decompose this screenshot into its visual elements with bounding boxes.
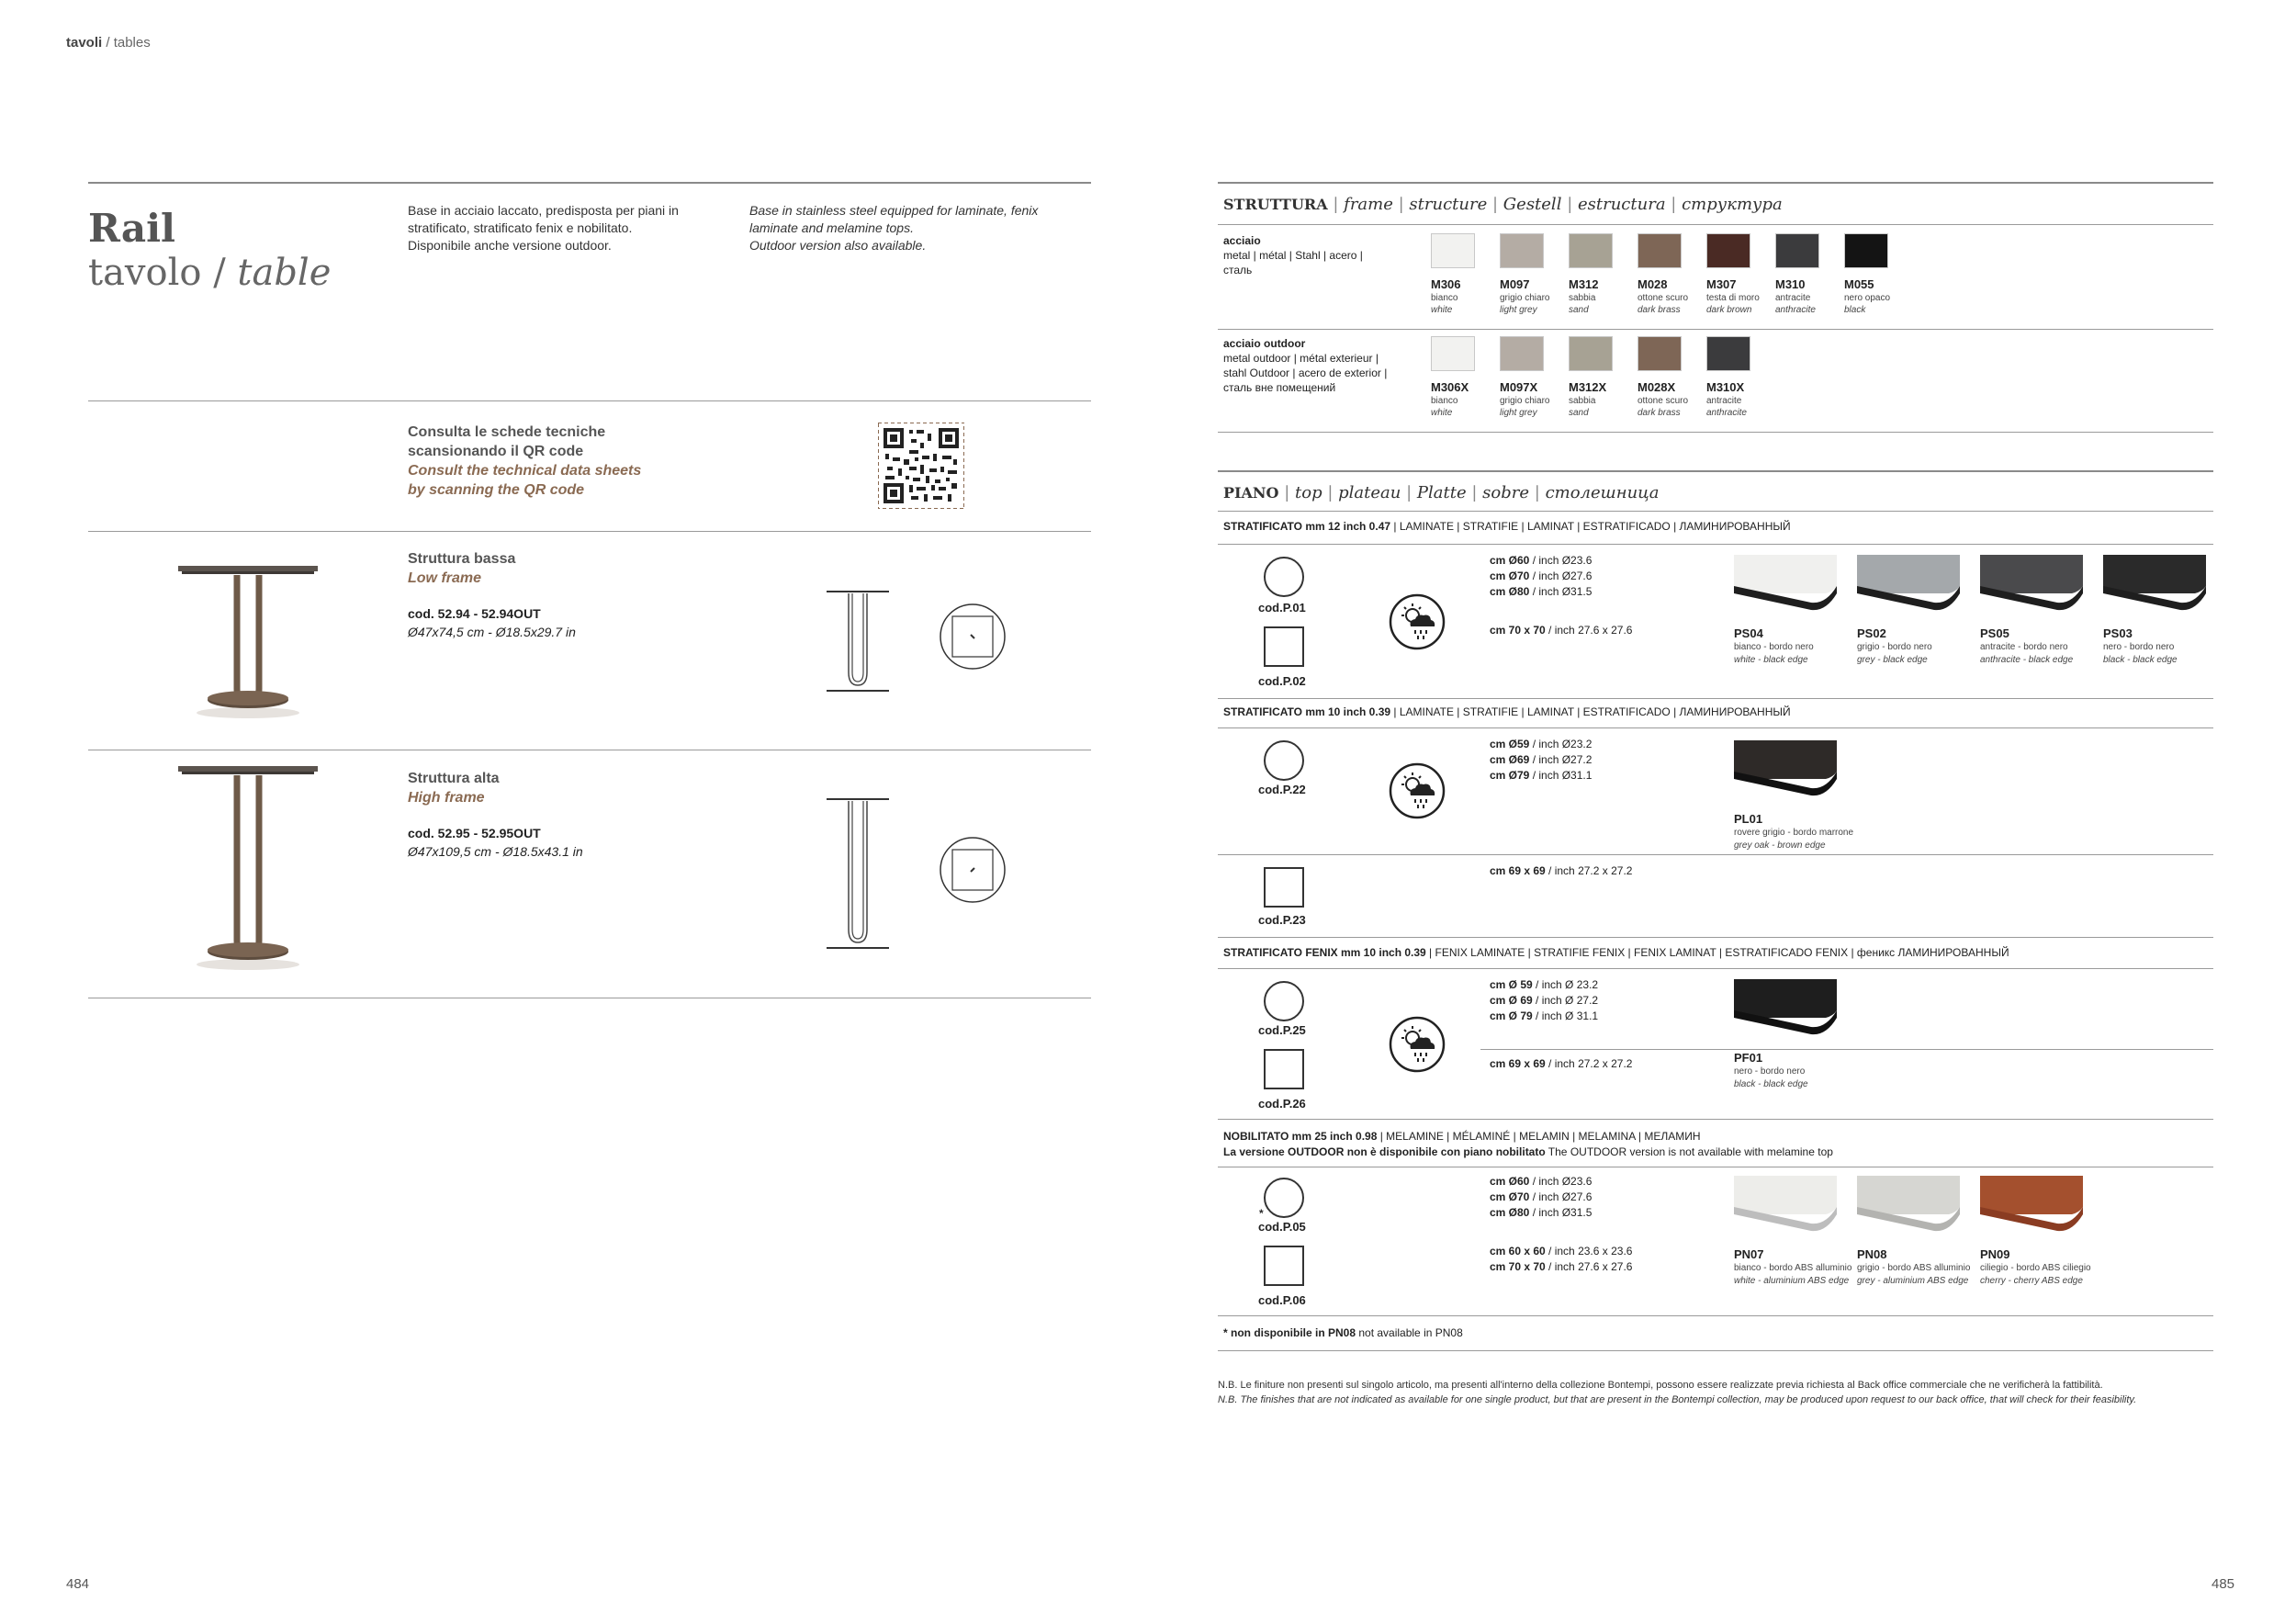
finish-name (1500, 292, 1549, 316)
footnote (1223, 1326, 1463, 1339)
outdoor-label-block (1223, 336, 1387, 395)
finish-name-it: antracite (1775, 293, 1811, 303)
dim-cm: cm 69 x 69 (1490, 864, 1546, 877)
piano-heading-fr: plateau (1338, 483, 1401, 502)
finish-name (1706, 292, 1760, 316)
finish-name-en: anthracite (1706, 408, 1747, 418)
dim-cm: cm Ø69 (1490, 753, 1530, 766)
outdoor-weather-icon (1389, 593, 1446, 650)
qr-text-line: Consulta le schede tecniche (408, 424, 606, 440)
top-finish-swatch[interactable] (1980, 1176, 2083, 1233)
top-finish-name (1734, 827, 1853, 852)
top-finish-code: PN07 (1734, 1247, 1764, 1261)
section-title: STRATIFICATO FENIX mm 10 inch 0.39 (1223, 946, 1426, 959)
finish-code: M312 (1569, 277, 1599, 291)
top-finish-name-en: anthracite - black edge (1980, 655, 2074, 665)
dim-inch: / inch 27.2 x 27.2 (1545, 864, 1633, 877)
top-finish-name-it: rovere grigio - bordo marrone (1734, 828, 1854, 838)
low-frame-title: Struttura bassa (408, 551, 516, 567)
top-finish-swatch[interactable] (2103, 555, 2206, 612)
piano-heading-ru: столешница (1545, 483, 1660, 502)
dim-cm: cm Ø60 (1490, 554, 1530, 567)
top-finish-code: PL01 (1734, 812, 1763, 826)
finish-name (1638, 292, 1688, 316)
finish-swatch[interactable] (1706, 336, 1750, 371)
acciaio-label: acciaio (1223, 234, 1261, 247)
square-top-icon (1264, 867, 1304, 908)
finish-name-en: white (1431, 305, 1453, 315)
round-top-icon (1264, 981, 1304, 1021)
top-finish-name-en: white - aluminium ABS edge (1734, 1276, 1850, 1286)
dim-cm: cm Ø80 (1490, 585, 1530, 598)
low-frame-plan-drawing (939, 603, 1007, 671)
code-label: cod.P.01 (1258, 601, 1306, 615)
divider (88, 400, 1091, 401)
round-top-icon (1264, 557, 1304, 597)
section-langs: | LAMINATE | STRATIFIE | LAMINAT | ESTRATIFICADO | ЛАМИНИРОВАННЫЙ (1390, 705, 1791, 718)
dim-inch: / inch Ø27.2 (1529, 753, 1593, 766)
finish-name-it: sabbia (1569, 396, 1596, 406)
divider (1218, 224, 2213, 225)
finish-name-it: nero opaco (1844, 293, 1891, 303)
finish-name-en: anthracite (1775, 305, 1816, 315)
heading-de: Gestell (1503, 195, 1562, 214)
divider (1218, 1350, 2213, 1351)
dim-inch: / inch 27.6 x 27.6 (1545, 624, 1633, 637)
finish-swatch[interactable] (1500, 336, 1544, 371)
finish-name-en: dark brass (1638, 408, 1681, 418)
finish-name-it: grigio chiaro (1500, 396, 1550, 406)
square-top-icon (1264, 626, 1304, 667)
product-subtitle (88, 252, 331, 294)
dim-inch: / inch Ø27.6 (1529, 570, 1593, 582)
top-finish-code: PN08 (1857, 1247, 1887, 1261)
top-finish-swatch[interactable] (1734, 979, 1837, 1036)
piano-heading: PIANO | top | plateau | Platte | sobre | столешница (1223, 483, 1660, 502)
top-finish-name (1980, 641, 2073, 667)
finish-name (1706, 395, 1747, 419)
piano-heading-en: top (1295, 483, 1322, 502)
breadcrumb-main: tavoli (66, 35, 103, 51)
divider (1218, 968, 2213, 969)
finish-name-en: dark brown (1706, 305, 1752, 315)
square-top-icon (1264, 1049, 1304, 1089)
dim-cm: cm 60 x 60 (1490, 1245, 1546, 1257)
code-label: cod.P.02 (1258, 674, 1306, 688)
code-label: cod.P.06 (1258, 1293, 1306, 1307)
finish-swatch[interactable] (1431, 233, 1475, 268)
finish-name-it: antracite (1706, 396, 1742, 406)
finish-swatch[interactable] (1500, 233, 1544, 268)
section-stratificato-10-heading (1223, 705, 1791, 718)
qr-instructions (408, 423, 641, 500)
dim-cm: cm Ø59 (1490, 738, 1530, 750)
piano-heading-es: sobre (1482, 483, 1530, 502)
divider-piano-top (1218, 470, 2213, 472)
finish-code: M307 (1706, 277, 1737, 291)
top-finish-name-en: grey - aluminium ABS edge (1857, 1276, 1969, 1286)
footnote-bold: * non disponibile in PN08 (1223, 1326, 1356, 1339)
top-finish-name (1734, 1262, 1851, 1288)
low-frame-code: cod. 52.94 - 52.94OUT (408, 606, 541, 621)
dim-inch: / inch Ø31.5 (1529, 585, 1593, 598)
heading-fr: structure (1409, 195, 1488, 214)
finish-name-en: light grey (1500, 408, 1537, 418)
dims-square (1490, 623, 1632, 638)
divider (88, 531, 1091, 532)
square-top-icon (1264, 1246, 1304, 1286)
finish-name-it: bianco (1431, 293, 1458, 303)
finish-name-en: black (1844, 305, 1866, 315)
dims-square (1490, 1056, 1632, 1072)
finish-swatch[interactable] (1638, 336, 1682, 371)
section-langs: | FENIX LAMINATE | STRATIFIE FENIX | FENIX LAMINAT | ESTRATIFICADO FENIX | феникс ЛАМИНИРОВАННЫЙ (1425, 946, 2009, 959)
dims-round (1490, 553, 1592, 600)
dim-cm: cm Ø79 (1490, 769, 1530, 782)
dim-cm: cm Ø 69 (1490, 994, 1533, 1007)
dims-square (1490, 863, 1632, 879)
round-top-icon (1264, 1178, 1304, 1218)
dim-cm: cm Ø 79 (1490, 1009, 1533, 1022)
finish-swatch[interactable] (1844, 233, 1888, 268)
dim-inch: / inch Ø23.2 (1529, 738, 1593, 750)
code-label: cod.P.22 (1258, 783, 1306, 796)
note-en: The OUTDOOR version is not available with melamine top (1545, 1145, 1833, 1158)
section-nobilitato-note (1223, 1145, 1833, 1158)
dim-inch: / inch 23.6 x 23.6 (1545, 1245, 1633, 1257)
product-subtitle-it: tavolo / (88, 252, 238, 294)
top-finish-name-en: white - black edge (1734, 655, 1808, 665)
top-finish-code: PS04 (1734, 626, 1763, 640)
finish-code: M055 (1844, 277, 1874, 291)
divider (1218, 854, 2213, 855)
top-finish-name-it: grigio - bordo nero (1857, 642, 1932, 652)
structure-heading: STRUTTURA | frame | structure | Gestell | estructura | структура (1223, 195, 1783, 214)
top-finish-code: PF01 (1734, 1051, 1763, 1065)
high-frame-title-en: High frame (408, 790, 485, 806)
divider (1218, 544, 2213, 545)
acciaio-label-block (1223, 233, 1363, 277)
top-finish-name-it: bianco - bordo nero (1734, 642, 1814, 652)
dim-inch: / inch 27.6 x 27.6 (1545, 1260, 1633, 1273)
round-top-icon (1264, 740, 1304, 781)
divider (1218, 937, 2213, 938)
dim-cm: cm 70 x 70 (1490, 1260, 1546, 1273)
divider (1218, 698, 2213, 699)
desc-en-line: Base in stainless steel equipped for laminate, fenix (749, 203, 1039, 218)
code-label: cod.P.05 (1258, 1220, 1306, 1234)
acciaio-langs: metal | métal | Stahl | acero | (1223, 249, 1363, 262)
high-frame-elevation-drawing (825, 795, 891, 953)
dim-cm: cm 69 x 69 (1490, 1057, 1546, 1070)
heading-es: estructura (1577, 195, 1666, 214)
desc-en-line: Outdoor version also available. (749, 238, 927, 253)
top-finish-name-it: nero - bordo nero (2103, 642, 2175, 652)
top-finish-name (1857, 641, 1932, 667)
nb-note (1218, 1378, 2219, 1407)
outdoor-weather-icon (1389, 762, 1446, 819)
divider (1218, 1119, 2213, 1120)
section-fenix-heading (1223, 946, 2009, 959)
top-finish-swatch[interactable] (1857, 1176, 1960, 1233)
divider (1218, 1315, 2213, 1316)
finish-name (1500, 395, 1549, 419)
asterisk-mark: * (1259, 1207, 1264, 1220)
finish-name-it: ottone scuro (1638, 396, 1689, 406)
finish-swatch[interactable] (1431, 336, 1475, 371)
finish-code: M312X (1569, 380, 1607, 394)
outdoor-langs: metal outdoor | métal exterieur | (1223, 352, 1379, 365)
finish-name-en: sand (1569, 305, 1589, 315)
low-frame-elevation-drawing (825, 588, 891, 698)
finish-name (1569, 292, 1595, 316)
top-finish-name-it: antracite - bordo nero (1980, 642, 2068, 652)
dim-inch: / inch Ø 23.2 (1532, 978, 1599, 991)
top-finish-name-it: ciliegio - bordo ABS ciliegio (1980, 1263, 2091, 1273)
high-frame-product-photo (171, 761, 327, 972)
desc-it-line: Base in acciaio laccato, predisposta per piani in (408, 203, 679, 218)
section-langs: | MELAMINE | MÉLAMINÉ | MELAMIN | MELAMINA | МЕЛАМИН (1377, 1130, 1701, 1143)
finish-code: M310X (1706, 380, 1745, 394)
top-finish-code: PS02 (1857, 626, 1886, 640)
finish-code: M306X (1431, 380, 1469, 394)
divider-top-left (88, 182, 1091, 184)
finish-swatch[interactable] (1569, 336, 1613, 371)
finish-name-it: bianco (1431, 396, 1458, 406)
dim-cm: cm Ø60 (1490, 1175, 1530, 1188)
dim-inch: / inch Ø 31.1 (1532, 1009, 1599, 1022)
footnote-rest: not available in PN08 (1356, 1326, 1463, 1339)
finish-name (1569, 395, 1595, 419)
qr-text-en-line: Consult the technical data sheets (408, 463, 642, 479)
top-finish-name-en: grey oak - brown edge (1734, 840, 1826, 851)
divider (1218, 727, 2213, 728)
dim-inch: / inch Ø23.6 (1529, 554, 1593, 567)
page-number-right: 485 (2212, 1576, 2235, 1592)
nb-en: N.B. The finishes that are not indicated as available for one single product, but that are present in the Bontempi collection, may be produced upon request to our back office, that will check for their feasibility. (1218, 1394, 2137, 1405)
outdoor-label: acciaio outdoor (1223, 337, 1306, 350)
top-finish-swatch[interactable] (1734, 555, 1837, 612)
top-finish-name (1980, 1262, 2091, 1288)
outdoor-langs: сталь вне помещений (1223, 381, 1336, 394)
top-finish-name-it: grigio - bordo ABS alluminio (1857, 1263, 1971, 1273)
finish-name-en: sand (1569, 408, 1589, 418)
desc-it-line: Disponibile anche versione outdoor. (408, 238, 612, 253)
top-finish-name-en: black - black edge (2103, 655, 2178, 665)
dim-cm: cm 70 x 70 (1490, 624, 1546, 637)
top-finish-swatch[interactable] (1980, 555, 2083, 612)
dim-inch: / inch Ø27.6 (1529, 1190, 1593, 1203)
finish-code: M097 (1500, 277, 1530, 291)
dim-cm: cm Ø 59 (1490, 978, 1533, 991)
finish-code: M306 (1431, 277, 1461, 291)
high-frame-plan-drawing (939, 836, 1007, 904)
finish-swatch[interactable] (1638, 233, 1682, 268)
top-finish-name-en: cherry - cherry ABS edge (1980, 1276, 2083, 1286)
finish-name-it: sabbia (1569, 293, 1596, 303)
top-finish-name (2103, 641, 2178, 667)
page-number-left: 484 (66, 1576, 90, 1592)
nb-it: N.B. Le finiture non presenti sul singolo articolo, ma presenti all'interno della collezione Bontempi, possono essere realizzate previa richiesta al Back office commerciale che ne verificherà la fattibilità. (1218, 1380, 2103, 1391)
product-title: Rail (88, 206, 175, 251)
finish-name (1638, 395, 1688, 419)
finish-code: M028X (1638, 380, 1676, 394)
dims-round (1490, 737, 1592, 784)
top-finish-swatch[interactable] (1734, 1176, 1837, 1233)
finish-name (1775, 292, 1816, 316)
description-it (408, 202, 679, 254)
high-frame-dims: Ø47x109,5 cm - Ø18.5x43.1 in (408, 844, 583, 859)
dim-inch: / inch Ø23.6 (1529, 1175, 1593, 1188)
dim-cm: cm Ø80 (1490, 1206, 1530, 1219)
finish-code: M310 (1775, 277, 1806, 291)
dim-cm: cm Ø70 (1490, 570, 1530, 582)
top-finish-code: PS05 (1980, 626, 2009, 640)
finish-swatch[interactable] (1569, 233, 1613, 268)
breadcrumb-sub: / tables (102, 35, 151, 51)
low-frame-dims: Ø47x74,5 cm - Ø18.5x29.7 in (408, 625, 576, 639)
dims-round (1490, 1174, 1592, 1221)
section-stratificato-12-heading (1223, 520, 1791, 533)
divider-structure-top (1218, 182, 2213, 184)
dim-inch: / inch Ø 27.2 (1532, 994, 1599, 1007)
piano-heading-de: Platte (1416, 483, 1467, 502)
heading-it: STRUTTURA (1223, 196, 1328, 213)
finish-name (1431, 395, 1458, 419)
top-finish-swatch[interactable] (1857, 555, 1960, 612)
acciaio-langs: сталь (1223, 264, 1253, 276)
finish-name (1844, 292, 1890, 316)
finish-name-en: dark brass (1638, 305, 1681, 315)
finish-name-it: testa di moro (1706, 293, 1760, 303)
top-finish-name-it: nero - bordo nero (1734, 1066, 1806, 1077)
piano-heading-it: PIANO (1223, 484, 1279, 502)
divider (1218, 511, 2213, 512)
code-label: cod.P.25 (1258, 1023, 1306, 1037)
dim-inch: / inch Ø31.1 (1529, 769, 1593, 782)
top-finish-name-en: black - black edge (1734, 1079, 1808, 1089)
top-finish-name (1734, 1066, 1808, 1091)
finish-swatch[interactable] (1775, 233, 1819, 268)
divider (1218, 432, 2213, 433)
code-label: cod.P.23 (1258, 913, 1306, 927)
finish-name-it: ottone scuro (1638, 293, 1689, 303)
section-title: STRATIFICATO mm 12 inch 0.47 (1223, 520, 1391, 533)
section-langs: | LAMINATE | STRATIFIE | LAMINAT | ESTRATIFICADO | ЛАМИНИРОВАННЫЙ (1390, 520, 1791, 533)
dim-cm: cm Ø70 (1490, 1190, 1530, 1203)
divider (1218, 329, 2213, 330)
top-finish-code: PN09 (1980, 1247, 2010, 1261)
desc-it-line: stratificato, stratificato fenix e nobilitato. (408, 220, 633, 235)
finish-name-en: light grey (1500, 305, 1537, 315)
section-nobilitato-heading (1223, 1130, 1701, 1143)
top-finish-name (1734, 641, 1814, 667)
outdoor-langs: stahl Outdoor | acero de exterior | (1223, 367, 1388, 379)
dims-square (1490, 1244, 1632, 1275)
section-title: STRATIFICATO mm 10 inch 0.39 (1223, 705, 1391, 718)
outdoor-weather-icon (1389, 1016, 1446, 1073)
finish-name-en: white (1431, 408, 1453, 418)
description-en (749, 202, 1038, 254)
finish-name (1431, 292, 1458, 316)
top-finish-name (1857, 1262, 1970, 1288)
qr-text-en-line: by scanning the QR code (408, 482, 585, 498)
finish-swatch[interactable] (1706, 233, 1750, 268)
top-finish-name-it: bianco - bordo ABS alluminio (1734, 1263, 1852, 1273)
high-frame-code: cod. 52.95 - 52.95OUT (408, 826, 541, 840)
low-frame-title-en: Low frame (408, 570, 482, 586)
finish-code: M097X (1500, 380, 1538, 394)
dims-round (1490, 977, 1598, 1024)
section-title: NOBILITATO mm 25 inch 0.98 (1223, 1130, 1378, 1143)
qr-text-line: scansionando il QR code (408, 444, 584, 459)
heading-ru: структура (1682, 195, 1783, 214)
desc-en-line: laminate and melamine tops. (749, 220, 914, 235)
finish-name-it: grigio chiaro (1500, 293, 1550, 303)
top-finish-code: PS03 (2103, 626, 2133, 640)
qr-code[interactable] (878, 423, 964, 509)
code-label: cod.P.26 (1258, 1097, 1306, 1111)
note-it: La versione OUTDOOR non è disponibile con piano nobilitato (1223, 1145, 1546, 1158)
dim-inch: / inch Ø31.5 (1529, 1206, 1593, 1219)
finish-code: M028 (1638, 277, 1668, 291)
high-frame-title: Struttura alta (408, 771, 500, 786)
product-subtitle-en: table (237, 252, 332, 294)
breadcrumb (66, 35, 151, 51)
low-frame-product-photo (171, 560, 327, 720)
dim-inch: / inch 27.2 x 27.2 (1545, 1057, 1633, 1070)
top-finish-swatch[interactable] (1734, 740, 1837, 797)
top-finish-name-en: grey - black edge (1857, 655, 1928, 665)
divider (1480, 1049, 2213, 1050)
heading-en: frame (1344, 195, 1393, 214)
